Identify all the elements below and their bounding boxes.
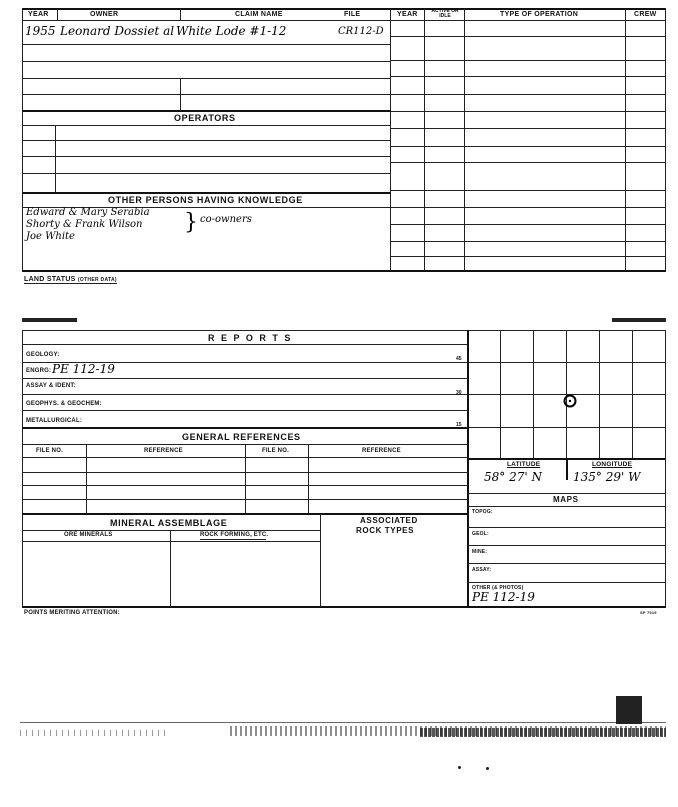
land-status-label: LAND STATUS (OTHER DATA) — [24, 276, 117, 283]
latitude-value: 58° 27' N — [484, 470, 542, 484]
geophys-geochem-label: GEOPHYS. & GEOCHEM: — [26, 401, 102, 407]
longitude-value: 135° 29' W — [573, 470, 641, 484]
grid-number-15: 15 — [456, 422, 462, 428]
claim-owner-entry: Leonard Dossiet al — [60, 24, 175, 38]
points-meriting-label: POINTS MERITING ATTENTION: — [24, 610, 120, 616]
rock-types-title: ROCK TYPES — [356, 526, 415, 535]
claim-file-entry: CR112-D — [338, 26, 384, 37]
maps-geol-label: GEOL: — [472, 531, 489, 537]
col-claim-name-header: CLAIM NAME — [235, 11, 283, 18]
ref-reference-header-1: REFERENCE — [144, 448, 183, 454]
col-file-header: FILE — [344, 11, 361, 18]
ref-file-no-header-1: FILE NO. — [36, 448, 63, 454]
col-crew-header: CREW — [634, 11, 657, 18]
maps-other-label: OTHER (& PHOTOS) — [472, 585, 524, 591]
maps-mine-label: MINE: — [472, 549, 488, 555]
col-type-operation-header: TYPE OF OPERATION — [500, 11, 579, 18]
other-persons-title: OTHER PERSONS HAVING KNOWLEDGE — [108, 195, 303, 205]
operators-title: OPERATORS — [174, 113, 236, 123]
engrg-value: PE 112-19 — [52, 362, 115, 376]
grid-number-45: 45 — [456, 356, 462, 362]
grid-number-30: 30 — [456, 390, 462, 396]
engrg-label: ENGRG: — [26, 368, 52, 374]
claim-year-entry: 1955 — [25, 24, 56, 38]
col-year-header: YEAR — [28, 11, 49, 18]
assay-ident-label: ASSAY & IDENT: — [26, 383, 76, 389]
location-marker-icon — [563, 394, 577, 408]
metallurgical-label: METALLURGICAL: — [26, 418, 83, 424]
associated-title: ASSOCIATED — [360, 516, 418, 525]
mineral-assemblage-title: MINERAL ASSEMBLAGE — [110, 518, 228, 528]
scan-artifact-left — [22, 318, 77, 322]
col-op-year-header: YEAR — [397, 11, 418, 18]
rock-forming-header: ROCK FORMING, ETC. — [200, 532, 269, 538]
latitude-label: LATITUDE — [507, 461, 541, 468]
other-person-line-3: Joe White — [26, 231, 75, 242]
longitude-label: LONGITUDE — [592, 461, 633, 468]
reports-title: R E P O R T S — [208, 333, 293, 343]
ref-file-no-header-2: FILE NO. — [262, 448, 289, 454]
claim-name-entry: White Lode #1-12 — [176, 24, 287, 38]
geology-label: GEOLOGY: — [26, 352, 60, 358]
ore-minerals-header: ORE MINERALS — [64, 532, 113, 538]
scan-artifact-right — [612, 318, 666, 322]
maps-other-value: PE 112-19 — [472, 590, 535, 604]
other-person-line-1: Edward & Mary Serabia — [26, 207, 150, 218]
co-owners-note: co-owners — [200, 214, 252, 225]
maps-assay-label: ASSAY: — [472, 567, 492, 573]
other-person-line-2: Shorty & Frank Wilson — [26, 219, 143, 230]
general-references-title: GENERAL REFERENCES — [182, 432, 301, 442]
maps-topog-label: TOPOG: — [472, 509, 493, 515]
col-owner-header: OWNER — [90, 11, 119, 18]
maps-title: MAPS — [553, 495, 579, 504]
col-active-idle-header: ACTIVE OR IDLE — [431, 8, 459, 19]
brace-mark: } — [184, 210, 198, 235]
form-id: SP 7919 — [640, 610, 657, 615]
ref-reference-header-2: REFERENCE — [362, 448, 401, 454]
